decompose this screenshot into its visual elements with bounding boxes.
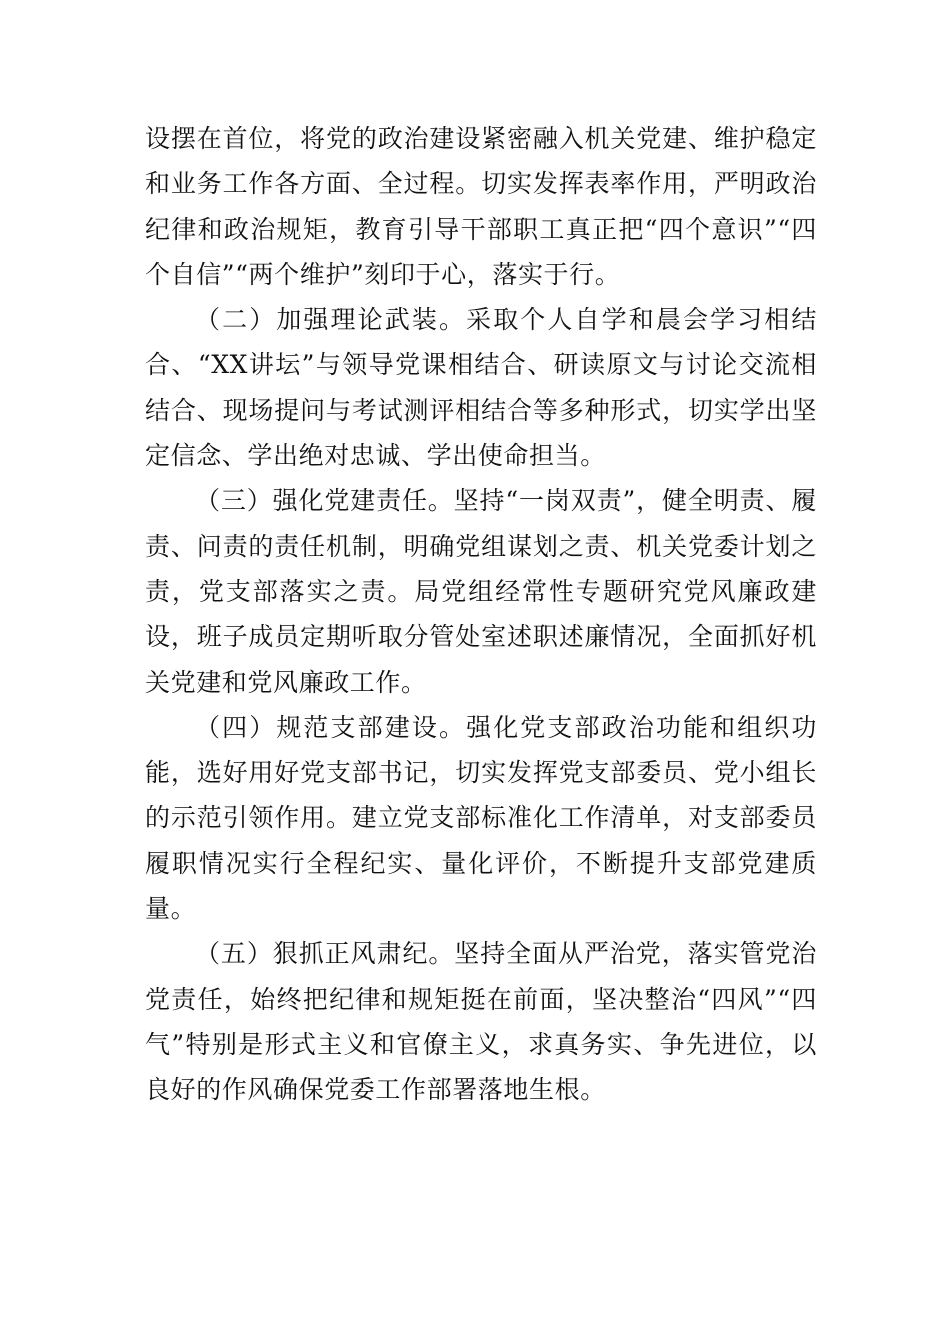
- paragraph-theory-study: （二）加强理论武装。采取个人自学和晨会学习相结合、“XX讲坛”与领导党课相结合、研读原文与讨论交流相结合、现场提问与考试测评相结合等多种形式，切实学出坚定信念、学出绝对忠诚、学出使命担当。: [145, 305, 817, 471]
- paragraph-branch-building: （四）规范支部建设。强化党支部政治功能和组织功能，选好用好党支部书记，切实发挥党支部委员、党小组长的示范引领作用。建立党支部标准化工作清单，对支部委员履职情况实行全程纪实、量化评价，不断提升支部党建质量。: [145, 712, 817, 924]
- paragraph-continuation: 设摆在首位，将党的政治建设紧密融入机关党建、维护稳定和业务工作各方面、全过程。切实发挥表率作用，严明政治纪律和政治规矩，教育引导干部职工真正把“四个意识”“四个自信”“两个维护”刻印于心，落实于行。: [145, 124, 817, 289]
- document-body: [145, 116, 817, 1113]
- paragraph-party-responsibility: （三）强化党建责任。坚持“一岗双责”，健全明责、履责、问责的责任机制，明确党组谋划之责、机关党委计划之责，党支部落实之责。局党组经常性专题研究党风廉政建设，班子成员定期听取分管处室述职述廉情况，全面抓好机关党建和党风廉政工作。: [145, 486, 817, 697]
- paragraph-discipline: （五）狠抓正风肃纪。坚持全面从严治党，落实管党治党责任，始终把纪律和规矩挺在前面，坚决整治“四风”“四气”特别是形式主义和官僚主义，求真务实、争先进位，以良好的作风确保党委工作部署落地生根。: [145, 939, 817, 1105]
